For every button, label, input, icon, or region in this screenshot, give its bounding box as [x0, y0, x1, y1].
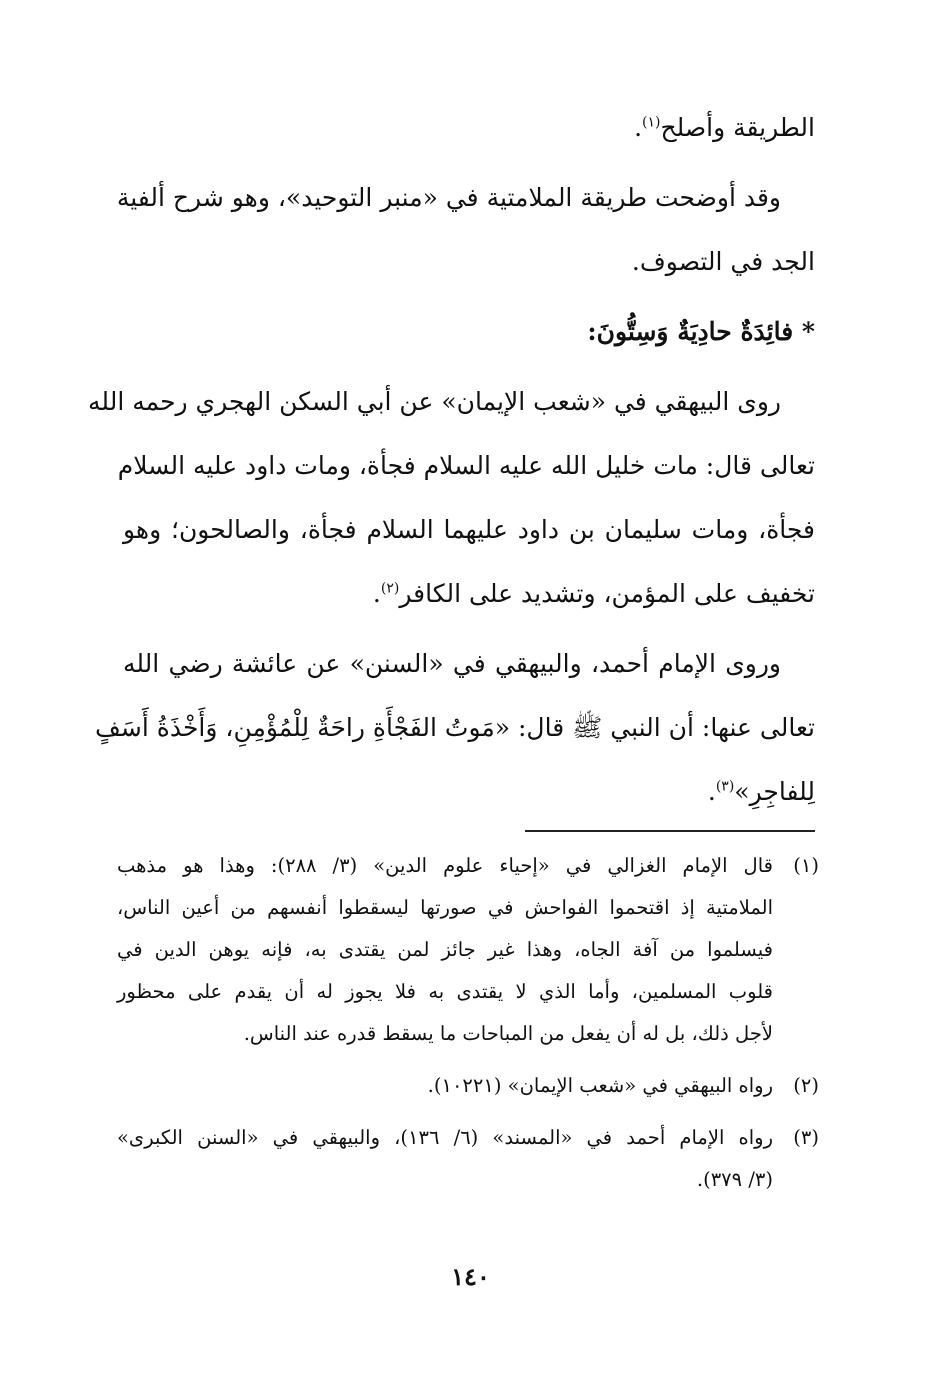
- footnote-1: [117, 845, 819, 887]
- footnote-separator: [525, 830, 815, 832]
- footnote-text: رواه البيهقي في «شعب الإيمان» (١٠٢٢١).: [427, 1074, 773, 1097]
- footnote-3: [117, 1117, 819, 1159]
- section-heading: * فائِدَةٌ حادِيَةٌ وَسِتُّونَ:: [587, 317, 815, 346]
- footnote-text: لأجل ذلك، بل له أن يفعل من المباحات ما يسقط قدره عند الناس.: [243, 1022, 773, 1045]
- footnotes: [117, 845, 819, 1201]
- footnote-1-continued: [117, 929, 819, 971]
- footnote-ref: (١): [642, 114, 661, 131]
- footnote-1-continued: [117, 1013, 819, 1055]
- page-number: ١٤٠: [451, 1262, 490, 1291]
- body-line: تعالى قال: مات خليل الله عليه السلام فجأة، ومات داود عليه السلام: [117, 451, 815, 480]
- footnote-number: (٢): [793, 1074, 819, 1097]
- body-line: تعالى عنها: أن النبي ﷺ قال: «مَوتُ الفَجْأَةِ راحَةٌ لِلْمُؤْمِنِ، وَأَخْذَةُ أَسَفٍ: [95, 713, 815, 742]
- footnote-text: (٣/ ٣٧٩).: [696, 1168, 773, 1191]
- body-line: وقد أوضحت طريقة الملامتية في «منبر التوحيد»، وهو شرح ألفية: [116, 183, 781, 212]
- footnote-text: قلوب المسلمين، وأما الذي لا يقتدى به فلا يجوز له أن يقدم على محظور: [117, 980, 773, 1003]
- footnote-text: فيسلموا من آفة الجاه، وهذا غير جائز لمن يقتدى به، فإنه يوهن الدين في: [117, 938, 773, 961]
- footnote-2: [117, 1065, 819, 1107]
- body-line: تخفيف على المؤمن، وتشديد على الكافر$^{(٢)}$.: [372, 579, 815, 608]
- body-line: الطريقة وأصلح$^{(١)}$.: [634, 113, 815, 142]
- footnote-text: قال الإمام الغزالي في «إحياء علوم الدين» (٣/ ٢٨٨): وهذا هو مذهب: [117, 854, 773, 877]
- main-text: [88, 96, 815, 824]
- footnote-ref: (٢): [380, 580, 400, 597]
- body-line: فجأة، ومات سليمان بن داود عليهما السلام فجأة، والصالحون؛ وهو: [123, 515, 815, 544]
- footnote-1-continued: [117, 971, 819, 1013]
- footnote-text: رواه الإمام أحمد في «المسند» (٦/ ١٣٦)، والبيهقي في «السنن الكبرى»: [117, 1126, 773, 1149]
- footnote-1-continued: [117, 887, 819, 929]
- body-line: الجد في التصوف.: [631, 247, 815, 276]
- footnote-text: الملامتية إذ اقتحموا الفواحش في صورتها ليسقطوا أنفسهم من أعين الناس،: [117, 896, 773, 919]
- body-line: روى البيهقي في «شعب الإيمان» عن أبي السكن الهجري رحمه الله: [88, 387, 781, 416]
- body-line: لِلفاجِرِ»$^{(٣)}$.: [707, 777, 815, 806]
- footnote-3-continued: [117, 1159, 819, 1201]
- footnote-number: (٣): [793, 1126, 819, 1149]
- body-line: وروى الإمام أحمد، والبيهقي في «السنن» عن عائشة رضي الله: [123, 649, 781, 678]
- footnote-ref: (٣): [715, 778, 735, 795]
- footnote-number: (١): [793, 854, 819, 877]
